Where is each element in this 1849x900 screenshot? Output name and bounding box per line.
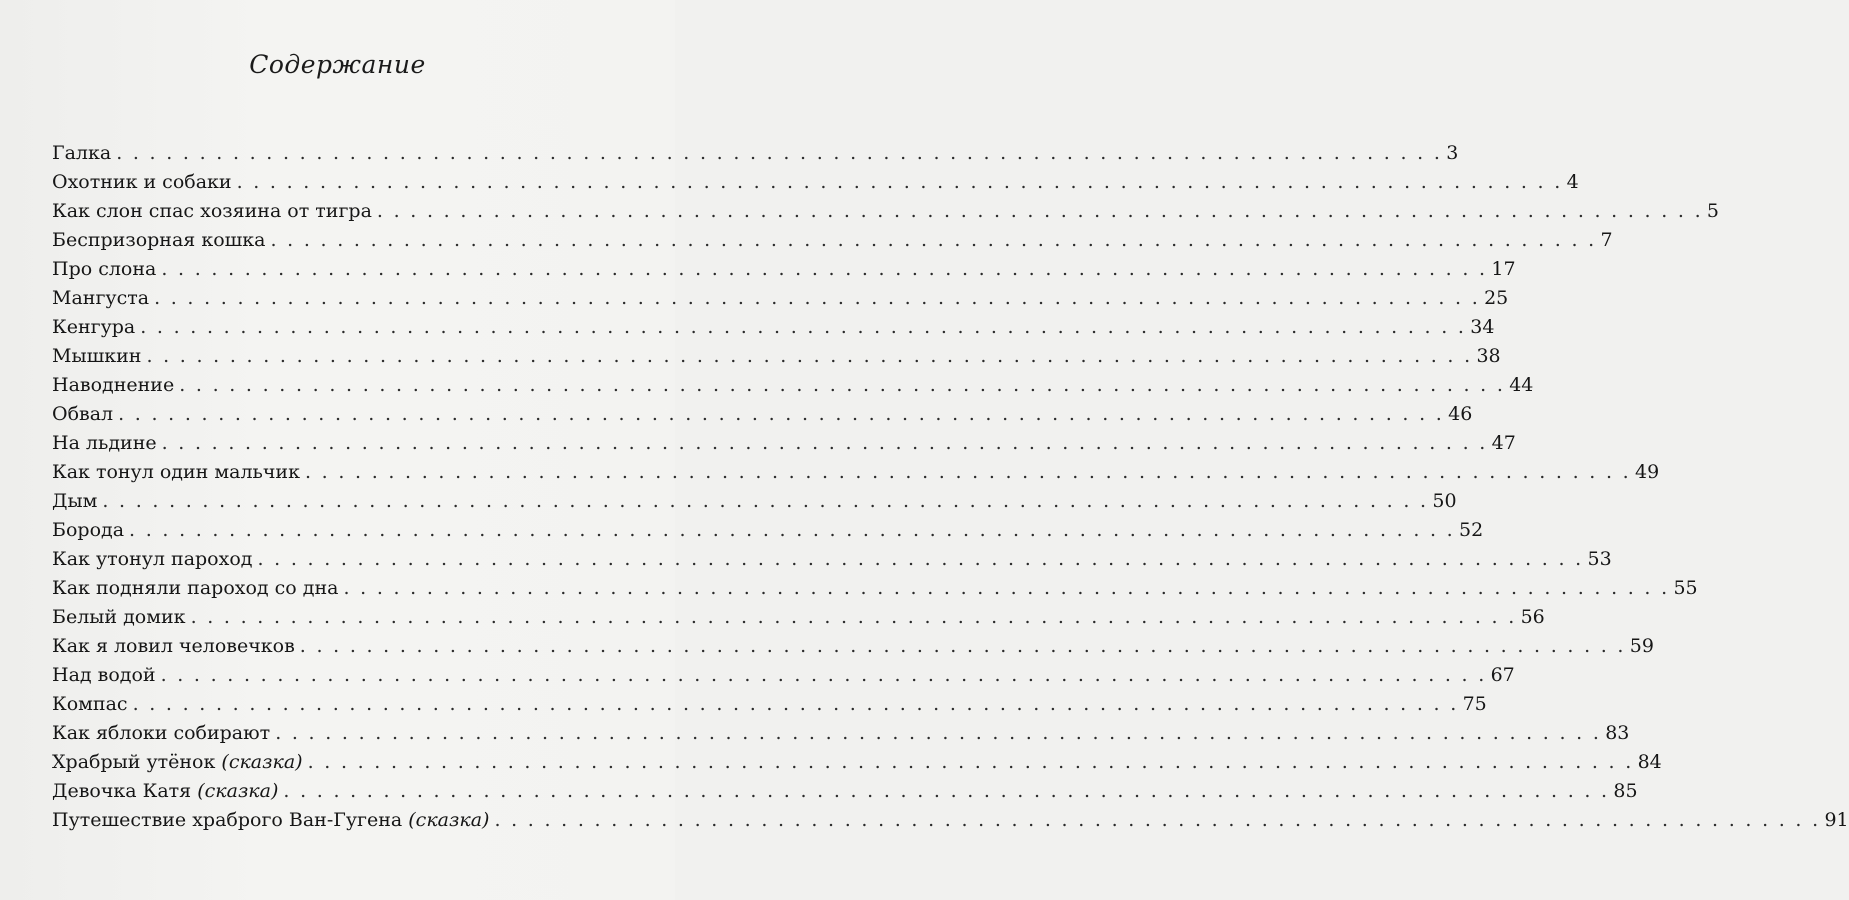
toc-entry: [52, 284, 1509, 313]
toc-entry: [52, 487, 1457, 516]
toc-entry-title: [52, 603, 186, 632]
toc-entry-title-text: Как тонул один мальчик: [52, 461, 300, 483]
toc-entry-title: [52, 284, 149, 313]
toc-entry-title: [52, 661, 156, 690]
toc-entry-title: [52, 748, 303, 777]
toc-entry-page-number: 50: [1432, 490, 1457, 512]
toc-entry-title-text: Дым: [52, 490, 98, 512]
toc-entry-title-text: Как подняли пароход со дна: [52, 577, 339, 599]
toc-entry: [52, 574, 1698, 603]
toc-entry-page-number: 83: [1605, 722, 1630, 744]
dot-leader: . . . . . . . . . . . . . . . . . . . . . . . . . . . . . . . . . . . . . . . . . . . . . . . . . . . . . . . . . . . . . . . . . . . . . . . . . . . . . . . .: [236, 171, 1563, 193]
toc-entry-title-text: Мышкин: [52, 345, 142, 367]
toc-entry-title-text: Про слона: [52, 258, 157, 280]
toc-entry-page-number: 7: [1600, 229, 1613, 251]
page-title: Содержание: [249, 50, 426, 79]
toc-entry-title-text: Белый домик: [52, 606, 186, 628]
toc-entry-title: [52, 197, 372, 226]
toc-entry-title: [52, 690, 128, 719]
dot-leader: . . . . . . . . . . . . . . . . . . . . . . . . . . . . . . . . . . . . . . . . . . . . . . . . . . . . . . . . . . . . . . . . . . . . . . . . . . . . . . . .: [118, 403, 1445, 425]
toc-entry: [52, 168, 1579, 197]
dot-leader: . . . . . . . . . . . . . . . . . . . . . . . . . . . . . . . . . . . . . . . . . . . . . . . . . . . . . . . . . . . . . . . . . . . . . . . . . . . . . . . .: [102, 490, 1429, 512]
toc-entry-page-number: 56: [1520, 606, 1545, 628]
toc-entry-page-number: 5: [1706, 200, 1720, 222]
toc-entry-title: [52, 226, 266, 255]
toc-entry: [52, 777, 1638, 806]
dot-leader: . . . . . . . . . . . . . . . . . . . . . . . . . . . . . . . . . . . . . . . . . . . . . . . . . . . . . . . . . . . . . . . . . . . . . . . . . . . . . . . .: [190, 606, 1517, 628]
toc-entry-title: [52, 313, 135, 342]
dot-leader: . . . . . . . . . . . . . . . . . . . . . . . . . . . . . . . . . . . . . . . . . . . . . . . . . . . . . . . . . . . . . . . . . . . . . . . . . . . . . . . .: [376, 200, 1703, 222]
toc-entry-title: [52, 342, 141, 371]
toc-entry: [52, 226, 1613, 255]
table-of-contents: [52, 139, 1849, 835]
toc-entry-page-number: 85: [1613, 780, 1638, 802]
toc-entry: [52, 545, 1612, 574]
dot-leader: . . . . . . . . . . . . . . . . . . . . . . . . . . . . . . . . . . . . . . . . . . . . . . . . . . . . . . . . . . . . . . . . . . . . . . . . . . . . . . . .: [299, 635, 1626, 657]
toc-entry: [52, 516, 1484, 545]
toc-entry: [52, 371, 1534, 400]
toc-entry-title: [52, 632, 295, 661]
toc-entry-title-text: Охотник и собаки: [52, 171, 232, 193]
toc-entry-page-number: 44: [1509, 374, 1534, 396]
toc-entry-title: [52, 429, 157, 458]
dot-leader: . . . . . . . . . . . . . . . . . . . . . . . . . . . . . . . . . . . . . . . . . . . . . . . . . . . . . . . . . . . . . . . . . . . . . . . . . . . . . . . .: [494, 809, 1821, 831]
toc-entry-title-text: Как яблоки собирают: [52, 722, 271, 744]
toc-entry-title: [52, 168, 232, 197]
toc-entry-title-text: Беспризорная кошка: [52, 229, 266, 251]
toc-entry-title: [52, 574, 338, 603]
toc-entry-title-text: Обвал: [52, 403, 114, 425]
toc-entry: [52, 342, 1501, 371]
dot-leader: . . . . . . . . . . . . . . . . . . . . . . . . . . . . . . . . . . . . . . . . . . . . . . . . . . . . . . . . . . . . . . . . . . . . . . . . . . . . . . . .: [161, 258, 1488, 280]
dot-leader: . . . . . . . . . . . . . . . . . . . . . . . . . . . . . . . . . . . . . . . . . . . . . . . . . . . . . . . . . . . . . . . . . . . . . . . . . . . . . . . .: [179, 374, 1506, 396]
toc-entry-title: [52, 371, 174, 400]
toc-entry-title: [52, 806, 489, 835]
dot-leader: . . . . . . . . . . . . . . . . . . . . . . . . . . . . . . . . . . . . . . . . . . . . . . . . . . . . . . . . . . . . . . . . . . . . . . . . . . . . . . . .: [140, 316, 1467, 338]
toc-entry-title: [52, 458, 300, 487]
toc-entry-title: [52, 777, 278, 806]
toc-entry: [52, 197, 1720, 226]
toc-entry-page-number: 4: [1566, 171, 1579, 193]
dot-leader: . . . . . . . . . . . . . . . . . . . . . . . . . . . . . . . . . . . . . . . . . . . . . . . . . . . . . . . . . . . . . . . . . . . . . . . . . . . . . . . .: [275, 722, 1602, 744]
toc-entry-title: [52, 400, 113, 429]
toc-entry-page-number: 25: [1484, 287, 1509, 309]
toc-entry-page-number: 47: [1491, 432, 1516, 454]
dot-leader: . . . . . . . . . . . . . . . . . . . . . . . . . . . . . . . . . . . . . . . . . . . . . . . . . . . . . . . . . . . . . . . . . . . . . . . . . . . . . . . .: [116, 142, 1443, 164]
toc-entry: [52, 603, 1545, 632]
toc-entry-page-number: 67: [1490, 664, 1515, 686]
toc-entry-title-text: Наводнение: [52, 374, 175, 396]
toc-entry-page-number: 59: [1629, 635, 1654, 657]
toc-entry: [52, 458, 1660, 487]
toc-entry-page-number: 52: [1459, 519, 1484, 541]
toc-entry-title: [52, 516, 124, 545]
toc-entry: [52, 632, 1654, 661]
dot-leader: . . . . . . . . . . . . . . . . . . . . . . . . . . . . . . . . . . . . . . . . . . . . . . . . . . . . . . . . . . . . . . . . . . . . . . . . . . . . . . . .: [161, 432, 1488, 454]
toc-entry: [52, 748, 1662, 777]
dot-leader: . . . . . . . . . . . . . . . . . . . . . . . . . . . . . . . . . . . . . . . . . . . . . . . . . . . . . . . . . . . . . . . . . . . . . . . . . . . . . . . .: [160, 664, 1487, 686]
toc-entry-title: [52, 139, 111, 168]
dot-leader: . . . . . . . . . . . . . . . . . . . . . . . . . . . . . . . . . . . . . . . . . . . . . . . . . . . . . . . . . . . . . . . . . . . . . . . . . . . . . . . .: [154, 287, 1481, 309]
dot-leader: . . . . . . . . . . . . . . . . . . . . . . . . . . . . . . . . . . . . . . . . . . . . . . . . . . . . . . . . . . . . . . . . . . . . . . . . . . . . . . . .: [307, 751, 1634, 773]
dot-leader: . . . . . . . . . . . . . . . . . . . . . . . . . . . . . . . . . . . . . . . . . . . . . . . . . . . . . . . . . . . . . . . . . . . . . . . . . . . . . . . .: [257, 548, 1584, 570]
dot-leader: . . . . . . . . . . . . . . . . . . . . . . . . . . . . . . . . . . . . . . . . . . . . . . . . . . . . . . . . . . . . . . . . . . . . . . . . . . . . . . . .: [343, 577, 1670, 599]
toc-entry: [52, 139, 1459, 168]
toc-entry-page-number: 38: [1476, 345, 1501, 367]
toc-entry-title-text: На льдине: [52, 432, 157, 454]
dot-leader: . . . . . . . . . . . . . . . . . . . . . . . . . . . . . . . . . . . . . . . . . . . . . . . . . . . . . . . . . . . . . . . . . . . . . . . . . . . . . . . .: [129, 519, 1456, 541]
dot-leader: . . . . . . . . . . . . . . . . . . . . . . . . . . . . . . . . . . . . . . . . . . . . . . . . . . . . . . . . . . . . . . . . . . . . . . . . . . . . . . . .: [283, 780, 1610, 802]
toc-entry: [52, 690, 1487, 719]
toc-entry-page-number: 55: [1673, 577, 1698, 599]
toc-entry-title: [52, 719, 270, 748]
toc-entry-title: [52, 255, 156, 284]
toc-entry: [52, 400, 1473, 429]
toc-entry-subtitle: (сказка): [408, 809, 490, 831]
toc-entry-subtitle: (сказка): [197, 780, 279, 802]
toc-entry-title-text: Как утонул пароход: [52, 548, 253, 570]
dot-leader: . . . . . . . . . . . . . . . . . . . . . . . . . . . . . . . . . . . . . . . . . . . . . . . . . . . . . . . . . . . . . . . . . . . . . . . . . . . . . . . .: [132, 693, 1459, 715]
toc-entry-title-text: Кенгура: [52, 316, 136, 338]
dot-leader: . . . . . . . . . . . . . . . . . . . . . . . . . . . . . . . . . . . . . . . . . . . . . . . . . . . . . . . . . . . . . . . . . . . . . . . . . . . . . . . .: [146, 345, 1473, 367]
toc-entry-title-text: Над водой: [52, 664, 156, 686]
toc-entry-page-number: 17: [1491, 258, 1516, 280]
dot-leader: . . . . . . . . . . . . . . . . . . . . . . . . . . . . . . . . . . . . . . . . . . . . . . . . . . . . . . . . . . . . . . . . . . . . . . . . . . . . . . . .: [304, 461, 1631, 483]
toc-entry: [52, 429, 1516, 458]
toc-entry-page-number: 84: [1637, 751, 1662, 773]
toc-entry-page-number: 49: [1634, 461, 1660, 483]
toc-entry: [52, 806, 1849, 835]
toc-entry-page-number: 91: [1824, 809, 1849, 831]
toc-entry-title-text: Как слон спас хозяина от тигра: [52, 200, 372, 222]
toc-entry-page-number: 3: [1446, 142, 1459, 164]
toc-entry-title-text: Девочка Катя: [52, 780, 192, 802]
toc-entry-title: [52, 545, 252, 574]
toc-entry: [52, 661, 1515, 690]
toc-entry-title-text: Храбрый утёнок: [52, 751, 216, 773]
toc-entry-title-text: Борода: [52, 519, 125, 541]
toc-entry: [52, 255, 1516, 284]
toc-entry-page-number: 75: [1462, 693, 1487, 715]
toc-entry-page-number: 34: [1470, 316, 1495, 338]
toc-entry-title-text: Галка: [52, 142, 112, 164]
dot-leader: . . . . . . . . . . . . . . . . . . . . . . . . . . . . . . . . . . . . . . . . . . . . . . . . . . . . . . . . . . . . . . . . . . . . . . . . . . . . . . . .: [270, 229, 1597, 251]
toc-entry-title: [52, 487, 97, 516]
toc-entry-title-text: Компас: [52, 693, 128, 715]
toc-entry: [52, 313, 1495, 342]
toc-entry-title-text: Мангуста: [52, 287, 150, 309]
toc-entry-page-number: 46: [1448, 403, 1473, 425]
toc-entry-page-number: 53: [1587, 548, 1612, 570]
toc-entry-subtitle: (сказка): [221, 751, 303, 773]
toc-entry-title-text: Как я ловил человечков: [52, 635, 295, 657]
toc-entry: [52, 719, 1630, 748]
toc-entry-title-text: Путешествие храброго Ван-Гугена: [52, 809, 403, 831]
